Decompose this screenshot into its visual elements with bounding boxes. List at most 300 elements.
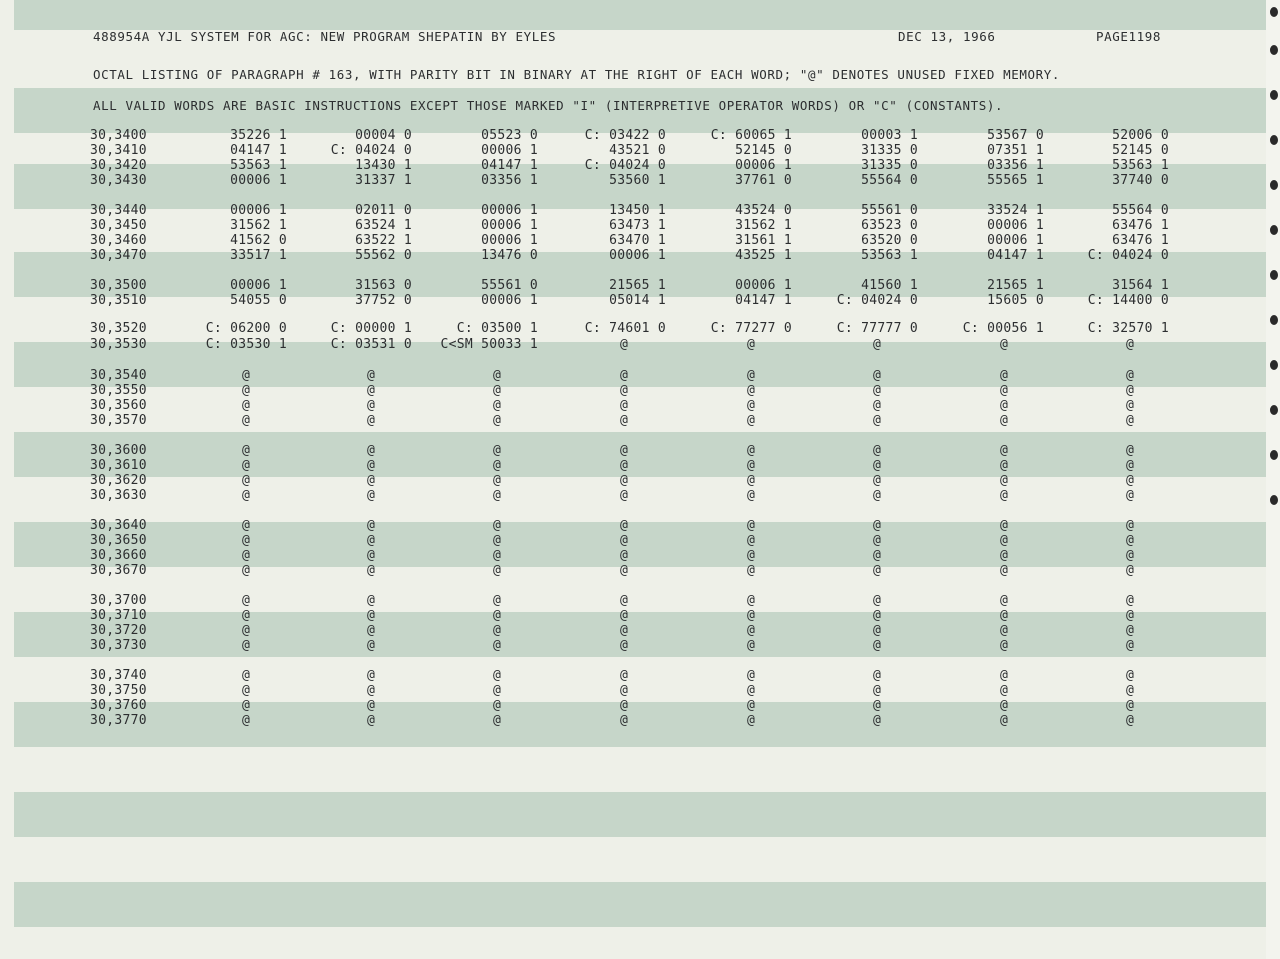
octal-word: C<SM 50033 1	[440, 337, 538, 352]
unused-memory-word: @	[620, 383, 629, 398]
memory-address: 30,3720	[90, 623, 147, 638]
unused-memory-word: @	[620, 398, 629, 413]
memory-address: 30,3400	[90, 128, 147, 143]
unused-memory-word: @	[620, 593, 629, 608]
octal-word: 15605 0	[987, 293, 1044, 308]
octal-word: 63522 1	[355, 233, 412, 248]
unused-memory-word: @	[1126, 548, 1135, 563]
unused-memory-word: @	[1126, 413, 1135, 428]
unused-memory-word: @	[1000, 473, 1009, 488]
memory-address: 30,3440	[90, 203, 147, 218]
memory-address: 30,3520	[90, 321, 147, 336]
unused-memory-word: @	[1126, 623, 1135, 638]
unused-memory-word: @	[242, 608, 251, 623]
octal-word: 41562 0	[230, 233, 287, 248]
memory-address: 30,3660	[90, 548, 147, 563]
octal-word: 21565 1	[609, 278, 666, 293]
memory-address: 30,3710	[90, 608, 147, 623]
octal-word: 63473 1	[609, 218, 666, 233]
octal-word: 53563 1	[861, 248, 918, 263]
unused-memory-word: @	[367, 383, 376, 398]
unused-memory-word: @	[1000, 698, 1009, 713]
unused-memory-word: @	[747, 548, 756, 563]
unused-memory-word: @	[620, 368, 629, 383]
unused-memory-word: @	[620, 518, 629, 533]
unused-memory-word: @	[242, 698, 251, 713]
unused-memory-word: @	[873, 683, 882, 698]
sprocket-hole	[1270, 495, 1278, 505]
unused-memory-word: @	[242, 518, 251, 533]
octal-word: C: 04024 0	[330, 143, 412, 158]
unused-memory-word: @	[242, 563, 251, 578]
unused-memory-word: @	[1000, 518, 1009, 533]
unused-memory-word: @	[747, 638, 756, 653]
octal-word: 07351 1	[987, 143, 1044, 158]
octal-word: 31561 1	[735, 233, 792, 248]
octal-word: 54055 0	[230, 293, 287, 308]
sprocket-hole	[1270, 315, 1278, 325]
octal-word: 63520 0	[861, 233, 918, 248]
unused-memory-word: @	[1000, 548, 1009, 563]
octal-word: 00006 1	[609, 248, 666, 263]
unused-memory-word: @	[873, 548, 882, 563]
octal-word: 37761 0	[735, 173, 792, 188]
unused-memory-word: @	[873, 608, 882, 623]
unused-memory-word: @	[493, 623, 502, 638]
octal-word: 33517 1	[230, 248, 287, 263]
unused-memory-word: @	[620, 488, 629, 503]
memory-address: 30,3450	[90, 218, 147, 233]
unused-memory-word: @	[747, 668, 756, 683]
unused-memory-word: @	[747, 713, 756, 728]
unused-memory-word: @	[1126, 683, 1135, 698]
memory-address: 30,3650	[90, 533, 147, 548]
unused-memory-word: @	[620, 458, 629, 473]
unused-memory-word: @	[242, 473, 251, 488]
unused-memory-word: @	[493, 473, 502, 488]
unused-memory-word: @	[242, 593, 251, 608]
unused-memory-word: @	[242, 683, 251, 698]
unused-memory-word: @	[1000, 443, 1009, 458]
memory-address: 30,3740	[90, 668, 147, 683]
octal-word: 02011 0	[355, 203, 412, 218]
greenbar-stripe	[14, 882, 1266, 927]
unused-memory-word: @	[1126, 713, 1135, 728]
octal-word: C: 14400 0	[1087, 293, 1169, 308]
octal-word: C: 06200 0	[205, 321, 287, 336]
octal-word: 00003 1	[861, 128, 918, 143]
memory-address: 30,3730	[90, 638, 147, 653]
memory-address: 30,3560	[90, 398, 147, 413]
greenbar-stripe	[14, 612, 1266, 657]
unused-memory-word: @	[242, 623, 251, 638]
octal-word: 00006 1	[735, 278, 792, 293]
unused-memory-word: @	[1126, 668, 1135, 683]
unused-memory-word: @	[242, 413, 251, 428]
memory-address: 30,3700	[90, 593, 147, 608]
unused-memory-word: @	[747, 473, 756, 488]
unused-memory-word: @	[493, 368, 502, 383]
unused-memory-word: @	[620, 413, 629, 428]
octal-word: 31563 0	[355, 278, 412, 293]
unused-memory-word: @	[620, 548, 629, 563]
octal-word: 05523 0	[481, 128, 538, 143]
unused-memory-word: @	[242, 668, 251, 683]
sprocket-hole	[1270, 7, 1278, 17]
unused-memory-word: @	[747, 533, 756, 548]
unused-memory-word: @	[367, 698, 376, 713]
memory-address: 30,3630	[90, 488, 147, 503]
unused-memory-word: @	[1126, 398, 1135, 413]
unused-memory-word: @	[1000, 683, 1009, 698]
unused-memory-word: @	[1000, 668, 1009, 683]
octal-word: 00006 1	[481, 233, 538, 248]
octal-word: 37740 0	[1112, 173, 1169, 188]
memory-address: 30,3420	[90, 158, 147, 173]
unused-memory-word: @	[1000, 713, 1009, 728]
unused-memory-word: @	[493, 668, 502, 683]
octal-word: C: 04024 0	[584, 158, 666, 173]
unused-memory-word: @	[1126, 488, 1135, 503]
unused-memory-word: @	[493, 488, 502, 503]
unused-memory-word: @	[747, 443, 756, 458]
unused-memory-word: @	[620, 337, 629, 352]
unused-memory-word: @	[873, 698, 882, 713]
unused-memory-word: @	[242, 368, 251, 383]
unused-memory-word: @	[1000, 413, 1009, 428]
sprocket-hole	[1270, 135, 1278, 145]
unused-memory-word: @	[873, 337, 882, 352]
unused-memory-word: @	[367, 713, 376, 728]
unused-memory-word: @	[493, 638, 502, 653]
unused-memory-word: @	[493, 443, 502, 458]
octal-word: 04147 1	[735, 293, 792, 308]
unused-memory-word: @	[1000, 563, 1009, 578]
unused-memory-word: @	[873, 563, 882, 578]
greenbar-stripe	[14, 342, 1266, 387]
octal-word: 52145 0	[1112, 143, 1169, 158]
octal-word: 13476 0	[481, 248, 538, 263]
sprocket-hole	[1270, 450, 1278, 460]
octal-word: C: 03530 1	[205, 337, 287, 352]
unused-memory-word: @	[620, 623, 629, 638]
unused-memory-word: @	[1000, 383, 1009, 398]
unused-memory-word: @	[873, 383, 882, 398]
octal-word: 31564 1	[1112, 278, 1169, 293]
unused-memory-word: @	[747, 368, 756, 383]
octal-word: C: 00000 1	[330, 321, 412, 336]
unused-memory-word: @	[493, 398, 502, 413]
memory-address: 30,3470	[90, 248, 147, 263]
octal-word: 31337 1	[355, 173, 412, 188]
octal-word: 52145 0	[735, 143, 792, 158]
octal-word: 05014 1	[609, 293, 666, 308]
unused-memory-word: @	[493, 518, 502, 533]
sprocket-hole	[1270, 225, 1278, 235]
octal-word: 04147 1	[230, 143, 287, 158]
unused-memory-word: @	[493, 563, 502, 578]
unused-memory-word: @	[873, 713, 882, 728]
header-title: 488954A YJL SYSTEM FOR AGC: NEW PROGRAM SHEPATIN BY EYLES	[93, 29, 557, 44]
memory-address: 30,3570	[90, 413, 147, 428]
unused-memory-word: @	[873, 533, 882, 548]
unused-memory-word: @	[1126, 368, 1135, 383]
octal-word: C: 77777 0	[836, 321, 918, 336]
unused-memory-word: @	[242, 638, 251, 653]
unused-memory-word: @	[493, 713, 502, 728]
unused-memory-word: @	[367, 563, 376, 578]
unused-memory-word: @	[620, 608, 629, 623]
octal-word: 63523 0	[861, 218, 918, 233]
unused-memory-word: @	[1000, 398, 1009, 413]
unused-memory-word: @	[367, 668, 376, 683]
memory-address: 30,3510	[90, 293, 147, 308]
octal-word: 00006 1	[230, 173, 287, 188]
octal-word: 03356 1	[481, 173, 538, 188]
unused-memory-word: @	[620, 533, 629, 548]
greenbar-stripe	[14, 0, 1266, 30]
octal-word: 43524 0	[735, 203, 792, 218]
header-page-number: PAGE1198	[1096, 29, 1162, 44]
unused-memory-word: @	[1126, 473, 1135, 488]
unused-memory-word: @	[367, 623, 376, 638]
unused-memory-word: @	[873, 473, 882, 488]
unused-memory-word: @	[367, 458, 376, 473]
octal-word: 00006 1	[481, 218, 538, 233]
unused-memory-word: @	[1126, 638, 1135, 653]
octal-word: 31562 1	[230, 218, 287, 233]
octal-word: 00006 1	[481, 203, 538, 218]
octal-word: 04147 1	[987, 248, 1044, 263]
unused-memory-word: @	[367, 638, 376, 653]
unused-memory-word: @	[873, 638, 882, 653]
octal-word: 37752 0	[355, 293, 412, 308]
unused-memory-word: @	[493, 683, 502, 698]
octal-word: 63476 1	[1112, 218, 1169, 233]
unused-memory-word: @	[873, 458, 882, 473]
unused-memory-word: @	[620, 563, 629, 578]
octal-word: 41560 1	[861, 278, 918, 293]
octal-word: 00006 1	[230, 278, 287, 293]
sprocket-hole	[1270, 180, 1278, 190]
octal-word: C: 60065 1	[710, 128, 792, 143]
description-line-1: OCTAL LISTING OF PARAGRAPH # 163, WITH PARITY BIT IN BINARY AT THE RIGHT OF EACH WORD; "@" DENOTES UNUSED FIXED MEMORY.	[93, 67, 1060, 82]
unused-memory-word: @	[747, 593, 756, 608]
memory-address: 30,3530	[90, 337, 147, 352]
unused-memory-word: @	[620, 638, 629, 653]
unused-memory-word: @	[747, 458, 756, 473]
unused-memory-word: @	[242, 713, 251, 728]
unused-memory-word: @	[747, 683, 756, 698]
unused-memory-word: @	[1126, 563, 1135, 578]
unused-memory-word: @	[242, 548, 251, 563]
octal-word: 63470 1	[609, 233, 666, 248]
octal-word: 53560 1	[609, 173, 666, 188]
unused-memory-word: @	[367, 413, 376, 428]
octal-word: 35226 1	[230, 128, 287, 143]
unused-memory-word: @	[1000, 368, 1009, 383]
unused-memory-word: @	[493, 533, 502, 548]
unused-memory-word: @	[1000, 638, 1009, 653]
unused-memory-word: @	[367, 443, 376, 458]
greenbar-stripe	[14, 522, 1266, 567]
unused-memory-word: @	[1000, 337, 1009, 352]
unused-memory-word: @	[1126, 443, 1135, 458]
unused-memory-word: @	[873, 398, 882, 413]
unused-memory-word: @	[1126, 593, 1135, 608]
unused-memory-word: @	[367, 548, 376, 563]
unused-memory-word: @	[493, 548, 502, 563]
unused-memory-word: @	[367, 683, 376, 698]
unused-memory-word: @	[620, 683, 629, 698]
unused-memory-word: @	[873, 593, 882, 608]
sprocket-hole	[1270, 45, 1278, 55]
unused-memory-word: @	[620, 443, 629, 458]
unused-memory-word: @	[1126, 458, 1135, 473]
unused-memory-word: @	[873, 623, 882, 638]
unused-memory-word: @	[620, 473, 629, 488]
unused-memory-word: @	[747, 563, 756, 578]
unused-memory-word: @	[620, 698, 629, 713]
memory-address: 30,3750	[90, 683, 147, 698]
greenbar-stripe	[14, 792, 1266, 837]
octal-word: 43525 1	[735, 248, 792, 263]
unused-memory-word: @	[493, 698, 502, 713]
unused-memory-word: @	[747, 337, 756, 352]
memory-address: 30,3540	[90, 368, 147, 383]
greenbar-stripe	[14, 702, 1266, 747]
memory-address: 30,3760	[90, 698, 147, 713]
memory-address: 30,3550	[90, 383, 147, 398]
octal-word: 43521 0	[609, 143, 666, 158]
unused-memory-word: @	[367, 608, 376, 623]
unused-memory-word: @	[367, 368, 376, 383]
memory-address: 30,3460	[90, 233, 147, 248]
octal-word: C: 00056 1	[962, 321, 1044, 336]
unused-memory-word: @	[1000, 593, 1009, 608]
octal-word: C: 03531 0	[330, 337, 412, 352]
unused-memory-word: @	[620, 713, 629, 728]
octal-word: C: 74601 0	[584, 321, 666, 336]
unused-memory-word: @	[242, 383, 251, 398]
octal-word: C: 03422 0	[584, 128, 666, 143]
unused-memory-word: @	[1126, 383, 1135, 398]
unused-memory-word: @	[242, 398, 251, 413]
memory-address: 30,3620	[90, 473, 147, 488]
sprocket-hole	[1270, 360, 1278, 370]
octal-word: 55561 0	[861, 203, 918, 218]
unused-memory-word: @	[1126, 533, 1135, 548]
unused-memory-word: @	[747, 698, 756, 713]
unused-memory-word: @	[493, 608, 502, 623]
octal-word: C: 04024 0	[1087, 248, 1169, 263]
unused-memory-word: @	[873, 518, 882, 533]
unused-memory-word: @	[1000, 458, 1009, 473]
octal-word: 33524 1	[987, 203, 1044, 218]
unused-memory-word: @	[367, 593, 376, 608]
unused-memory-word: @	[873, 443, 882, 458]
octal-word: 00006 1	[230, 203, 287, 218]
memory-address: 30,3640	[90, 518, 147, 533]
unused-memory-word: @	[1000, 608, 1009, 623]
octal-word: 53563 1	[230, 158, 287, 173]
octal-word: 31335 0	[861, 158, 918, 173]
unused-memory-word: @	[873, 488, 882, 503]
octal-word: C: 03500 1	[456, 321, 538, 336]
header-date: DEC 13, 1966	[898, 29, 996, 44]
unused-memory-word: @	[873, 368, 882, 383]
octal-word: 55561 0	[481, 278, 538, 293]
memory-address: 30,3670	[90, 563, 147, 578]
memory-address: 30,3410	[90, 143, 147, 158]
unused-memory-word: @	[1126, 518, 1135, 533]
octal-word: 00004 0	[355, 128, 412, 143]
octal-word: 13430 1	[355, 158, 412, 173]
unused-memory-word: @	[367, 488, 376, 503]
octal-word: 63524 1	[355, 218, 412, 233]
octal-word: C: 04024 0	[836, 293, 918, 308]
octal-word: 00006 1	[987, 218, 1044, 233]
octal-word: 04147 1	[481, 158, 538, 173]
unused-memory-word: @	[367, 398, 376, 413]
octal-word: C: 77277 0	[710, 321, 792, 336]
octal-word: 00006 1	[481, 293, 538, 308]
sprocket-hole	[1270, 270, 1278, 280]
octal-word: 55562 0	[355, 248, 412, 263]
unused-memory-word: @	[367, 518, 376, 533]
octal-word: 00006 1	[735, 158, 792, 173]
unused-memory-word: @	[493, 458, 502, 473]
octal-word: 55564 0	[1112, 203, 1169, 218]
unused-memory-word: @	[367, 473, 376, 488]
unused-memory-word: @	[747, 518, 756, 533]
octal-word: C: 32570 1	[1087, 321, 1169, 336]
unused-memory-word: @	[242, 533, 251, 548]
memory-address: 30,3600	[90, 443, 147, 458]
unused-memory-word: @	[242, 458, 251, 473]
octal-word: 53567 0	[987, 128, 1044, 143]
unused-memory-word: @	[747, 413, 756, 428]
memory-address: 30,3500	[90, 278, 147, 293]
unused-memory-word: @	[1126, 608, 1135, 623]
unused-memory-word: @	[1000, 488, 1009, 503]
unused-memory-word: @	[493, 413, 502, 428]
unused-memory-word: @	[747, 398, 756, 413]
unused-memory-word: @	[747, 488, 756, 503]
description-line-2: ALL VALID WORDS ARE BASIC INSTRUCTIONS EXCEPT THOSE MARKED "I" (INTERPRETIVE OPERATOR WORDS) OR "C" (CONSTANTS).	[93, 98, 1004, 113]
octal-word: 55565 1	[987, 173, 1044, 188]
unused-memory-word: @	[1000, 533, 1009, 548]
octal-word: 00006 1	[481, 143, 538, 158]
octal-word: 03356 1	[987, 158, 1044, 173]
unused-memory-word: @	[1126, 337, 1135, 352]
memory-address: 30,3430	[90, 173, 147, 188]
octal-word: 53563 1	[1112, 158, 1169, 173]
unused-memory-word: @	[1126, 698, 1135, 713]
greenbar-stripe	[14, 432, 1266, 477]
octal-word: 63476 1	[1112, 233, 1169, 248]
octal-word: 31335 0	[861, 143, 918, 158]
memory-address: 30,3610	[90, 458, 147, 473]
unused-memory-word: @	[873, 413, 882, 428]
unused-memory-word: @	[747, 608, 756, 623]
octal-word: 21565 1	[987, 278, 1044, 293]
sprocket-hole	[1270, 405, 1278, 415]
unused-memory-word: @	[747, 383, 756, 398]
octal-word: 31562 1	[735, 218, 792, 233]
unused-memory-word: @	[242, 443, 251, 458]
unused-memory-word: @	[873, 668, 882, 683]
